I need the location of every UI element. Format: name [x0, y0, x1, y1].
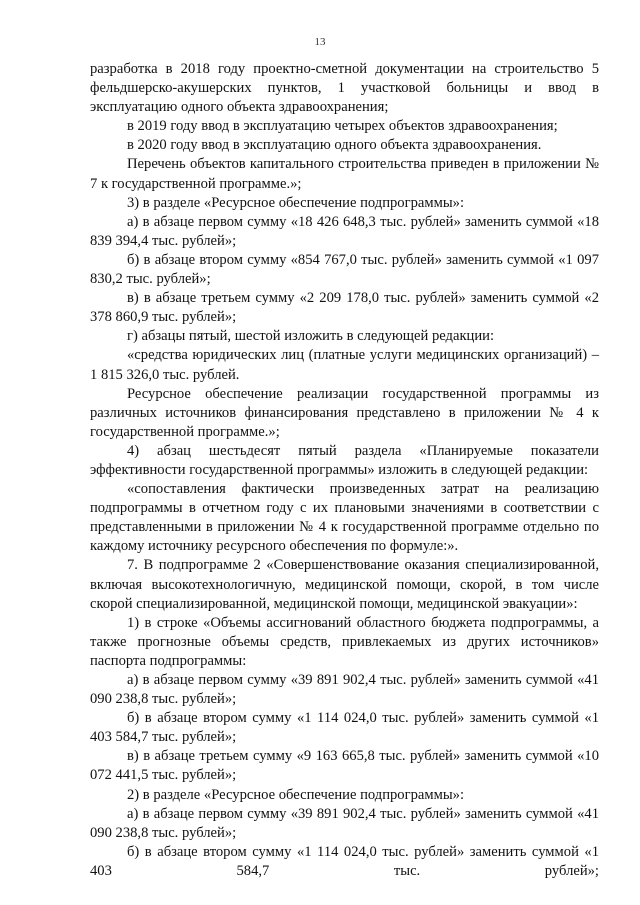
paragraph: б) в абзаце втором сумму «1 114 024,0 тыс. рублей» заменить суммой «1 403 584,7 тыс. рублей»; [90, 710, 599, 746]
paragraph: разработка в 2018 году проектно-сметной документации на строительство 5 фельдшерско-акушерских пунктов, 1 участковой больницы и ввод в эксплуатацию одного объекта здравоохранения; [90, 61, 599, 116]
paragraph: Ресурсное обеспечение реализации государственной программы из различных источников финансирования представлено в приложении № 4 к государственной программе.»; [90, 385, 599, 440]
paragraph: а) в абзаце первом сумму «18 426 648,3 тыс. рублей» заменить суммой «18 839 394,4 тыс. рублей»; [90, 213, 599, 249]
paragraph: 1) в строке «Объемы ассигнований областного бюджета подпрограммы, а также прогнозные объемы средств, привлекаемых из других источников» паспорта подпрограммы: [90, 614, 599, 669]
paragraph: «сопоставления фактически произведенных затрат на реализацию подпрограммы в отчетном году с их плановыми значениями в соответствии с представленными в приложении № 4 к государственной программе отдельно по каждому источнику ресурсного обеспечения по формуле:». [90, 481, 599, 555]
paragraph: Перечень объектов капитального строительства приведен в приложении № 7 к государственной программе.»; [90, 156, 599, 192]
paragraph: в) в абзаце третьем сумму «9 163 665,8 тыс. рублей» заменить суммой «10 072 441,5 тыс. рублей»; [90, 748, 599, 784]
paragraph: б) в абзаце втором сумму «854 767,0 тыс. рублей» заменить суммой «1 097 830,2 тыс. рублей»; [90, 251, 599, 288]
paragraph: г) абзацы пятый, шестой изложить в следующей редакции: [127, 328, 495, 345]
paragraph: а) в абзаце первом сумму «39 891 902,4 тыс. рублей» заменить суммой «41 090 238,8 тыс. рублей»; [90, 805, 599, 841]
paragraph: в 2020 году ввод в эксплуатацию одного объекта здравоохранения. [127, 137, 542, 154]
paragraph: в) в абзаце третьем сумму «2 209 178,0 тыс. рублей» заменить суммой «2 378 860,9 тыс. рублей»; [90, 290, 599, 326]
document-body [90, 60, 599, 881]
paragraph: 3) в разделе «Ресурсное обеспечение подпрограммы»: [127, 194, 464, 211]
paragraph: 7. В подпрограмме 2 «Совершенствование оказания специализированной, включая высокотехнологичную, медицинской помощи, скорой, в том числе скорой специализированной, медицинской помощи, медицинской эвакуации»: [90, 557, 599, 612]
paragraph: «средства юридических лиц (платные услуги медицинских организаций) – 1 815 326,0 тыс. рублей. [90, 347, 599, 383]
paragraph: а) в абзаце первом сумму «39 891 902,4 тыс. рублей» заменить суммой «41 090 238,8 тыс. рублей»; [90, 672, 599, 708]
paragraph: 4) абзац шестьдесят пятый раздела «Планируемые показатели эффективности государственной программы» изложить в следующей редакции: [90, 442, 599, 478]
paragraph: в 2019 году ввод в эксплуатацию четырех объектов здравоохранения; [127, 118, 558, 135]
paragraph: 2) в разделе «Ресурсное обеспечение подпрограммы»: [127, 786, 464, 803]
page-number: 13 [314, 36, 326, 48]
paragraph: б) в абзаце втором сумму «1 114 024,0 тыс. рублей» заменить суммой «1 403 584,7 тыс. рублей»; [90, 843, 599, 879]
